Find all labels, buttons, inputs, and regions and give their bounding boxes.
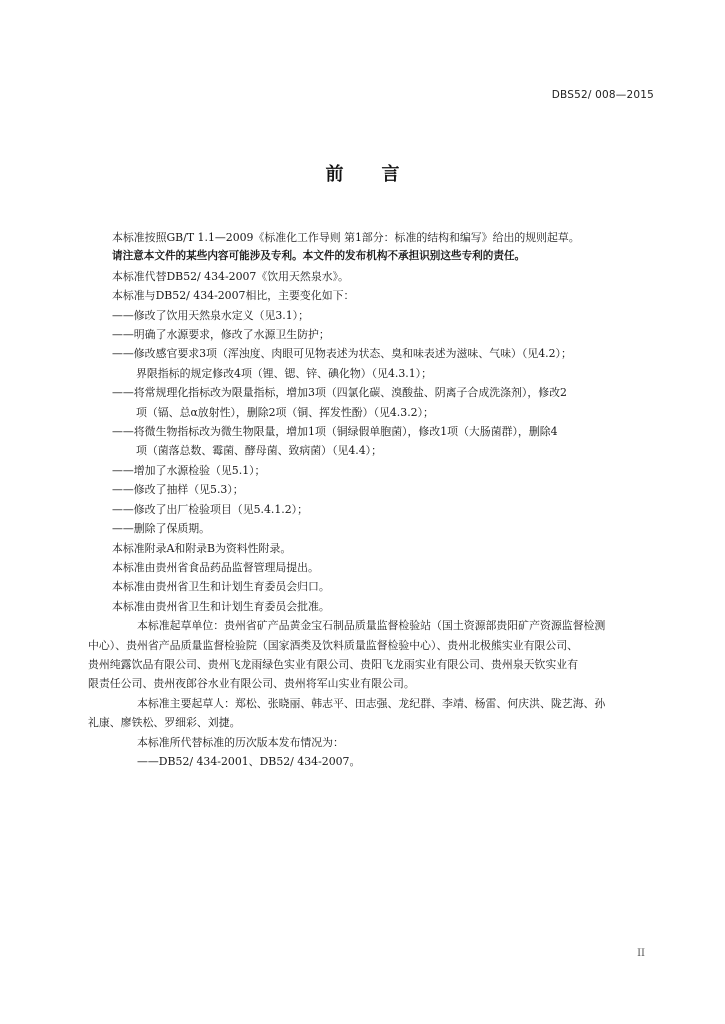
title-char-1: 前 (325, 164, 344, 185)
change-item: ——将常规理化指标改为限量指标，增加3项（四氯化碳、溴酸盐、阴离子合成洗涤剂），修改2 (112, 386, 567, 400)
change-item: ——将微生物指标改为微生物限量，增加1项（铜绿假单胞菌），修改1项（大肠菌群），删除4 (112, 425, 558, 439)
foreword-body (88, 228, 652, 771)
paragraph-line: 本标准由贵州省食品药品监督管理局提出。 (112, 560, 319, 574)
change-item-continuation: 项（镉、总α放射性），删除2项（铜、挥发性酚）（见4.3.2）； (136, 405, 434, 419)
change-item-continuation: 项（菌落总数、霉菌、酵母菌、致病菌）（见4.4）； (136, 444, 383, 458)
paragraph-line: 本标准由贵州省卫生和计划生育委员会归口。 (112, 580, 330, 594)
drafters-line: 本标准主要起草人：郑松、张晓丽、韩志平、田志强、龙纪群、李靖、杨雷、何庆洪、陇艺海、孙 (137, 696, 606, 710)
page-title (0, 160, 725, 186)
paragraph-line: 本标准代替DB52/ 434-2007《饮用天然泉水》。 (112, 269, 349, 283)
paragraph-line: 本标准附录A和附录B为资料性附录。 (112, 541, 292, 555)
change-item: ——修改了抽样（见5.3）； (112, 483, 244, 497)
patent-notice-line: 请注意本文件的某些内容可能涉及专利。本文件的发布机构不承担识别这些专利的责任。 (112, 250, 526, 263)
drafting-units-line: 本标准起草单位：贵州省矿产品黄金宝石制品质量监督检验站（国土资源部贵阳矿产资源监督检测 (137, 619, 606, 633)
title-char-2: 言 (381, 164, 400, 185)
paragraph-line: 本标准所代替标准的历次版本发布情况为： (137, 735, 344, 749)
change-item: ——增加了水源检验（见5.1）； (112, 463, 266, 477)
page-number: II (637, 948, 645, 959)
drafters-continuation: 礼康、廖铁松、罗细彩、刘捷。 (88, 716, 241, 730)
paragraph-line: 本标准由贵州省卫生和计划生育委员会批准。 (112, 599, 330, 613)
document-code: DBS52/ 008—2015 (551, 89, 654, 101)
change-item: ——删除了保质期。 (112, 522, 211, 536)
change-item: ——修改了饮用天然泉水定义（见3.1）； (112, 308, 310, 322)
drafting-units-continuation: 限责任公司、贵州夜郎谷水业有限公司、贵州将军山实业有限公司。 (88, 677, 415, 691)
previous-versions-line: ——DB52/ 434-2001、DB52/ 434-2007。 (137, 754, 361, 768)
paragraph-line: 本标准按照GB/T 1.1—2009《标准化工作导则 第1部分：标准的结构和编写》给出的规则起草。 (112, 231, 580, 244)
change-item-continuation: 界限指标的规定修改4项（锂、锶、锌、碘化物）（见4.3.1）； (136, 366, 433, 380)
drafting-units-continuation: 中心）、贵州省产品质量监督检验院（国家酒类及饮料质量监督检验中心）、贵州北极熊实业有限公司、 (88, 638, 579, 652)
drafting-units-continuation: 贵州纯露饮品有限公司、贵州飞龙雨绿色实业有限公司、贵阳飞龙雨实业有限公司、贵州泉天钦实业有 (88, 657, 579, 671)
change-item: ——修改了出厂检验项目（见5.4.1.2）； (112, 502, 309, 516)
change-item: ——明确了水源要求，修改了水源卫生防护； (112, 328, 330, 342)
change-item: ——修改感官要求3项（浑浊度、肉眼可见物表述为状态、臭和味表述为滋味、气味）（见4.2）； (112, 347, 572, 361)
paragraph-line: 本标准与DB52/ 434-2007相比，主要变化如下： (112, 289, 355, 303)
